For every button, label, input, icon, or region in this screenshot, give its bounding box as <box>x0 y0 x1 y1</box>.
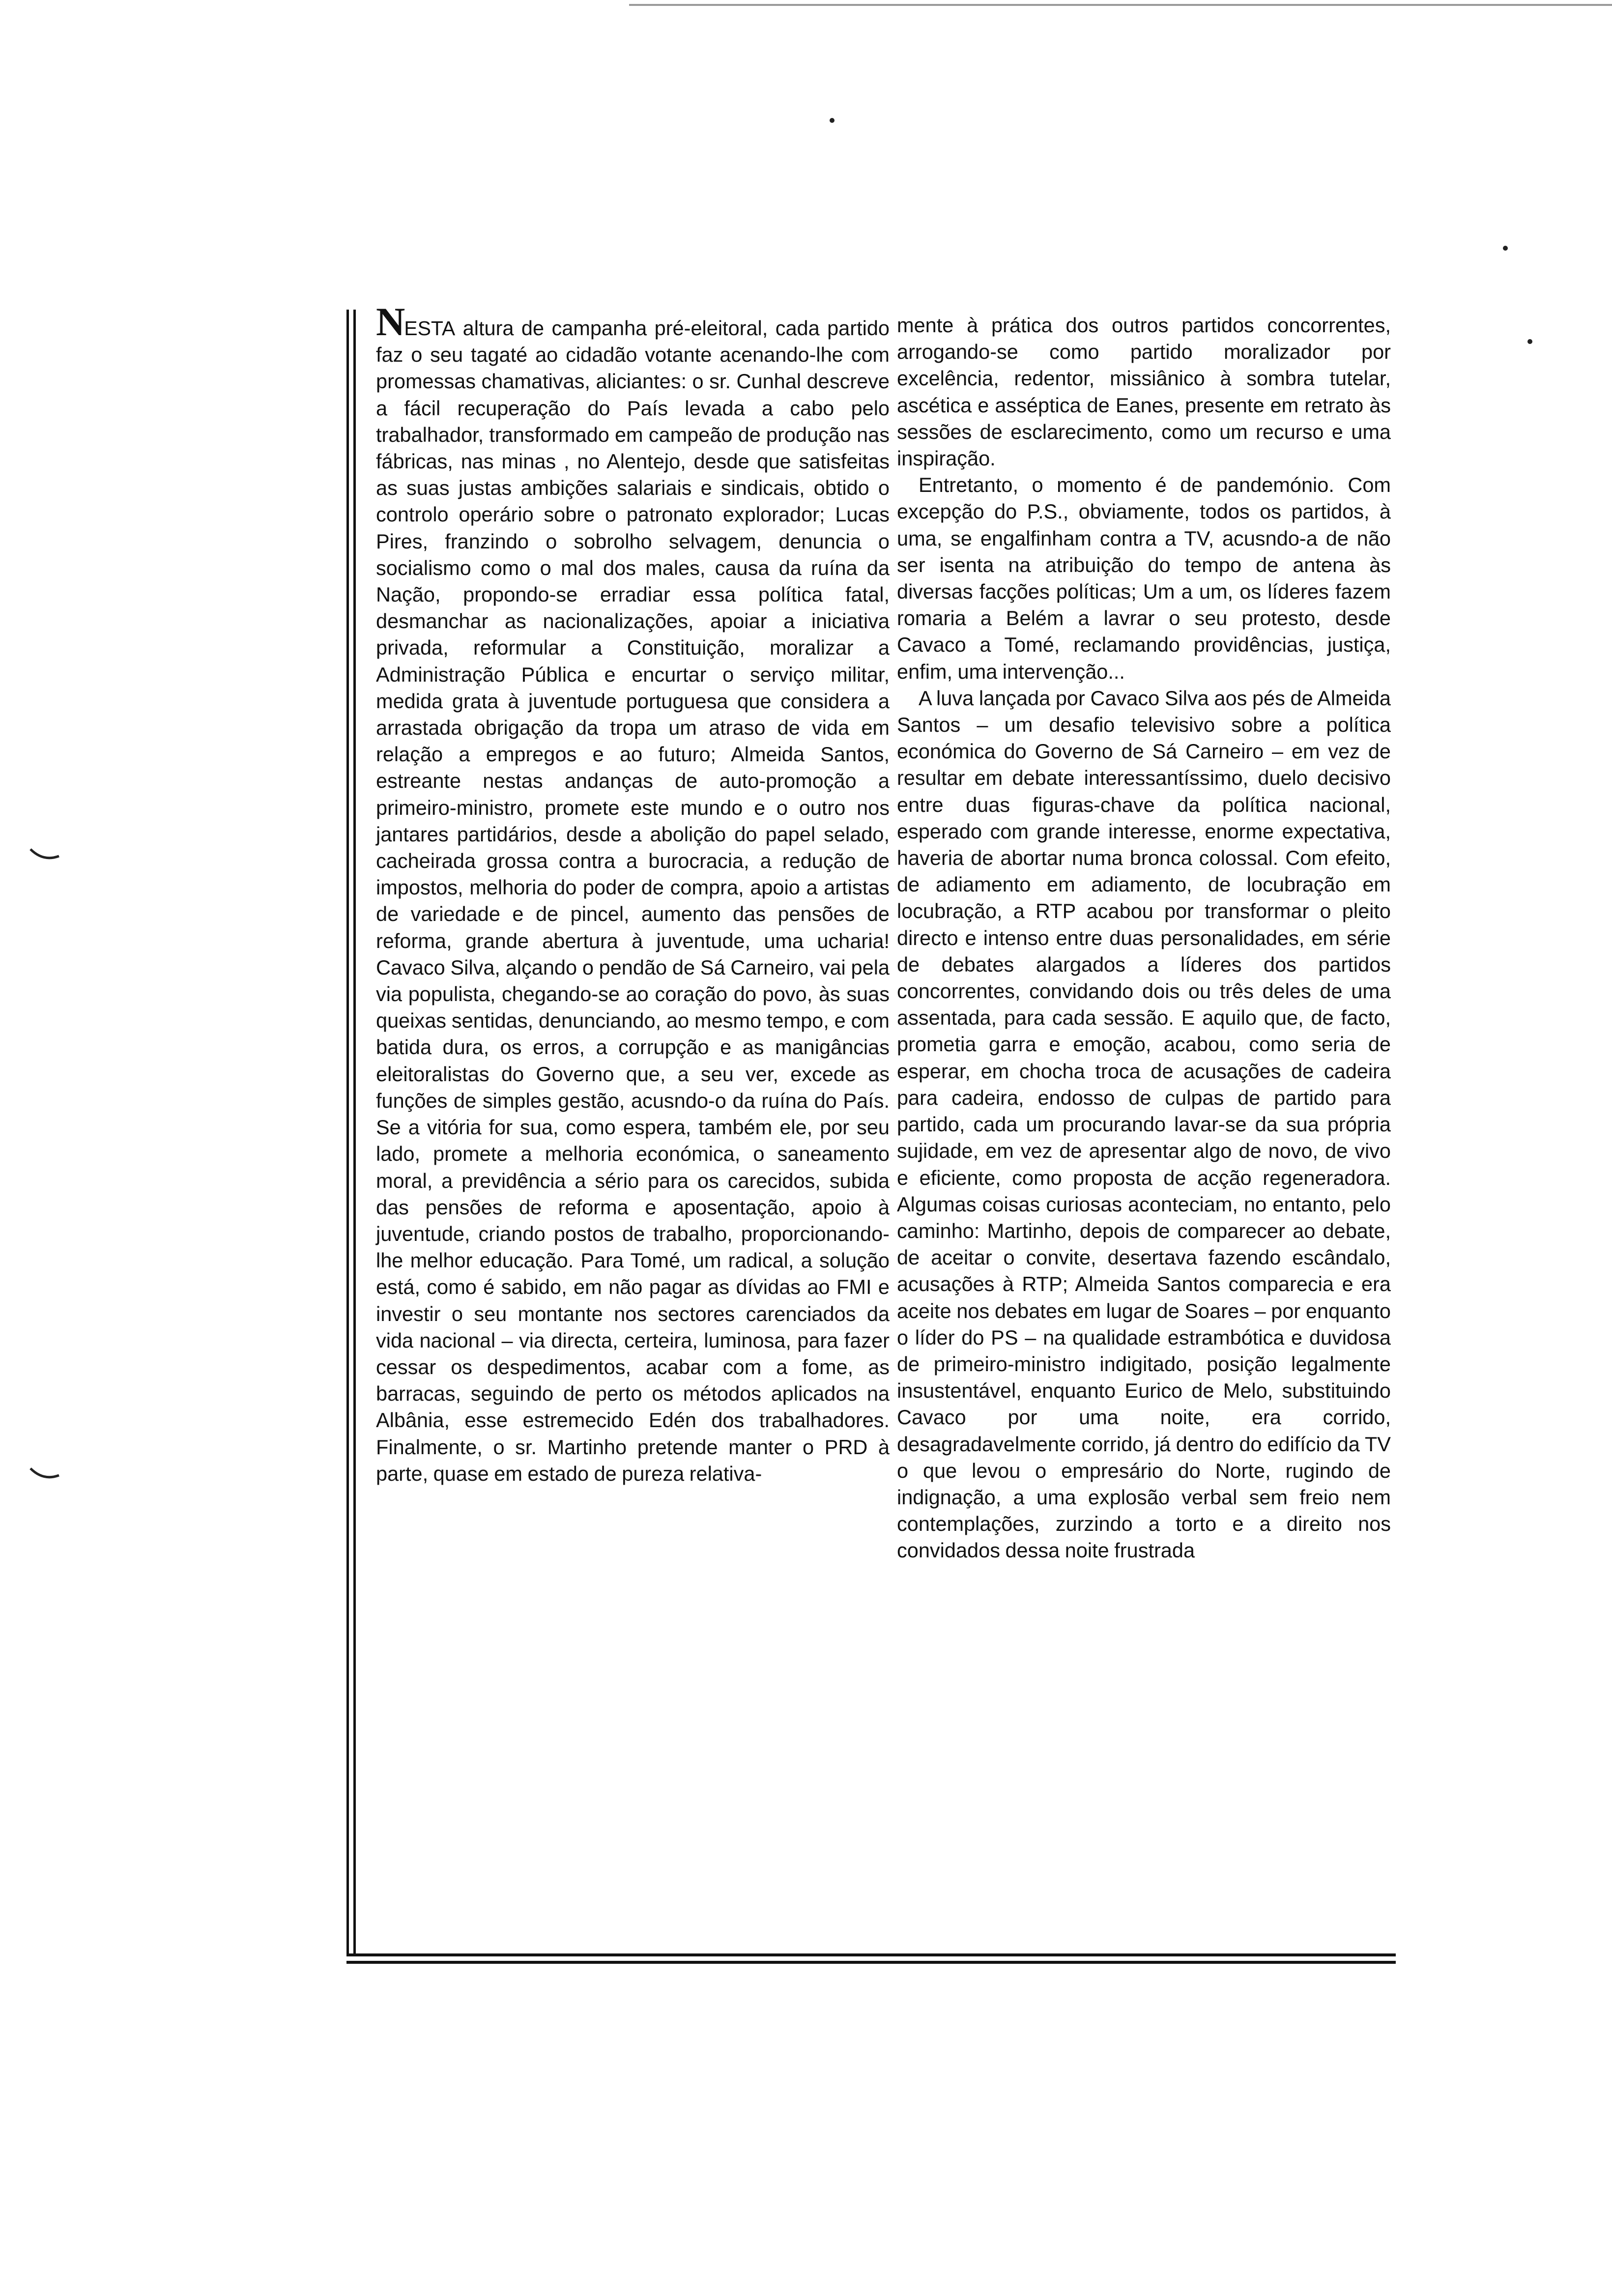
bottom-rule <box>346 1961 1396 1964</box>
drop-cap: N <box>376 299 404 344</box>
paragraph: mente à prática dos outros partidos concorrentes, arrogando-se como partido moralizador por excelência, redentor, missiânico à sombra tutelar, ascética e asséptica de Eanes, presente em retrato às sessões de esclarecimento, como um recurso e uma inspiração. <box>897 314 1391 470</box>
scan-speck <box>1503 246 1508 251</box>
punch-hole-mark <box>29 845 63 865</box>
article-column-right <box>897 312 1391 1564</box>
vertical-rule <box>353 310 356 1953</box>
punch-hole-mark <box>29 1464 63 1484</box>
vertical-rule <box>346 310 349 1953</box>
bottom-rule <box>346 1953 1396 1956</box>
body-text: altura de campanha pré-eleitoral, cada partido faz o seu tagaté ao cidadão votante acenando-lhe com promessas chamativas, aliciantes: o sr. Cunhal descreve a fácil recuperação do País levada a cabo pelo trabalhador, transformado em campeão de produção nas fábricas, nas minas , no Alentejo, desde que satisfeitas as suas justas ambições salariais e sindicais, obtido o controlo operário sobre o patronato explorador; Lucas Pires, franzindo o sobrolho selvagem, denuncia o socialismo como o mal dos males, causa da ruína da Nação, propondo-se erradiar essa política fatal, desmanchar as nacionalizações, apoiar a iniciativa privada, reformular a Constituição, moralizar a Administração Pública e encurtar o serviço militar, medida grata à juventude portuguesa que considera a arrastada obrigação da tropa um atraso de vida em relação a empregos e ao futuro; Almeida Santos, estreante nestas andanças de auto-promoção a primeiro-ministro, promete este mundo e o outro nos jantares partidários, desde a abolição do papel selado, cacheirada grossa contra a burocracia, a redução de impostos, melhoria do poder de compra, apoio a artistas de variedade e de pincel, aumento das pensões de reforma, grande abertura à juventude, uma ucharia! Cavaco Silva, alçando o pendão de Sá Carneiro, vai pela via populista, chegando-se ao coração do povo, às suas queixas sentidas, denunciando, ao mesmo tempo, e com batida dura, os erros, a corrupção e as manigâncias eleitoralistas do Governo que, a seu ver, excede as funções de simples gestão, acusndo-o da ruína do País. Se a vitória for sua, como espera, também ele, por seu lado, promete a melhoria económica, o saneamento moral, a previdência a sério para os carecidos, subida das pensões de reforma e aposentação, apoio à juventude, criando postos de trabalho, proporcionando-lhe melhor educação. Para Tomé, um radical, a solução está, como é sabido, em não pagar as dívidas ao FMI e investir o seu montante nos sectores carenciados da vida nacional – via directa, certeira, luminosa, para fazer cessar os despedimentos, acabar com a fome, as barracas, seguindo de perto os métodos aplicados na Albânia, esse estremecido Edén dos trabalhadores. Finalmente, o sr. Martinho pretende manter o PRD à parte, quase em estado de pureza relativa- <box>376 316 890 1485</box>
opening-paragraph <box>376 299 890 1487</box>
scan-speck <box>830 118 835 123</box>
paragraph: A luva lançada por Cavaco Silva aos pés de Almeida Santos – um desafio televisivo sobre a política económica do Governo de Sá Carneiro – em vez de resultar em debate interessantíssimo, duelo decisivo entre duas figuras-chave da política nacional, esperado com grande interesse, enorme expectativa, haveria de abortar numa bronca colossal. Com efeito, de adiamento em adiamento, de locubração em locubração, a RTP acabou por transformar o pleito directo e intenso entre duas personalidades, em série de debates alargados a líderes dos partidos concorrentes, convidando dois ou três deles de uma assentada, para cada sessão. E aquilo que, de facto, prometia garra e emoção, acabou, como seria de esperar, em chocha troca de acusações de cadeira para cadeira, endosso de culpas de partido para partido, cada um procurando lavar-se da sua própria sujidade, em vez de apresentar algo de novo, de vivo e eficiente, como proposta de acção regeneradora. Algumas coisas curiosas aconteciam, no entanto, pelo caminho: Martinho, depois de comparecer ao debate, de aceitar o convite, desertava fazendo escândalo, acusações à RTP; Almeida Santos comparecia e era aceite nos debates em lugar de Soares – por enquanto o líder do PS – na qualidade estrambótica e duvidosa de primeiro-ministro indigitado, posição legalmente insustentável, enquanto Eurico de Melo, substituindo Cavaco por uma noite, era corrido, desagradavelmente corrido, já dentro do edifício da TV o que levou o empresário do Norte, rugindo de indignação, a uma explosão verbal sem freio nem contemplações, zurzindo a torto e a direito nos convidados dessa noite frustrada <box>897 686 1391 1562</box>
article-column-block <box>346 299 1396 1966</box>
scan-speck <box>1527 339 1532 344</box>
lead-in-caps: ESTA <box>404 317 456 340</box>
paragraph: Entretanto, o momento é de pandemónio. Com excepção do P.S., obviamente, todos os partidos, à uma, se engalfinham contra a TV, acusndo-a de não ser isenta na atribuição do tempo de antena às diversas facções políticas; Um a um, os líderes fazem romaria a Belém a lavrar o seu protesto, desde Cavaco a Tomé, reclamando providências, justiça, enfim, uma intervenção... <box>897 473 1391 683</box>
article-column-left <box>376 299 890 1487</box>
scan-edge-line <box>629 4 1612 6</box>
